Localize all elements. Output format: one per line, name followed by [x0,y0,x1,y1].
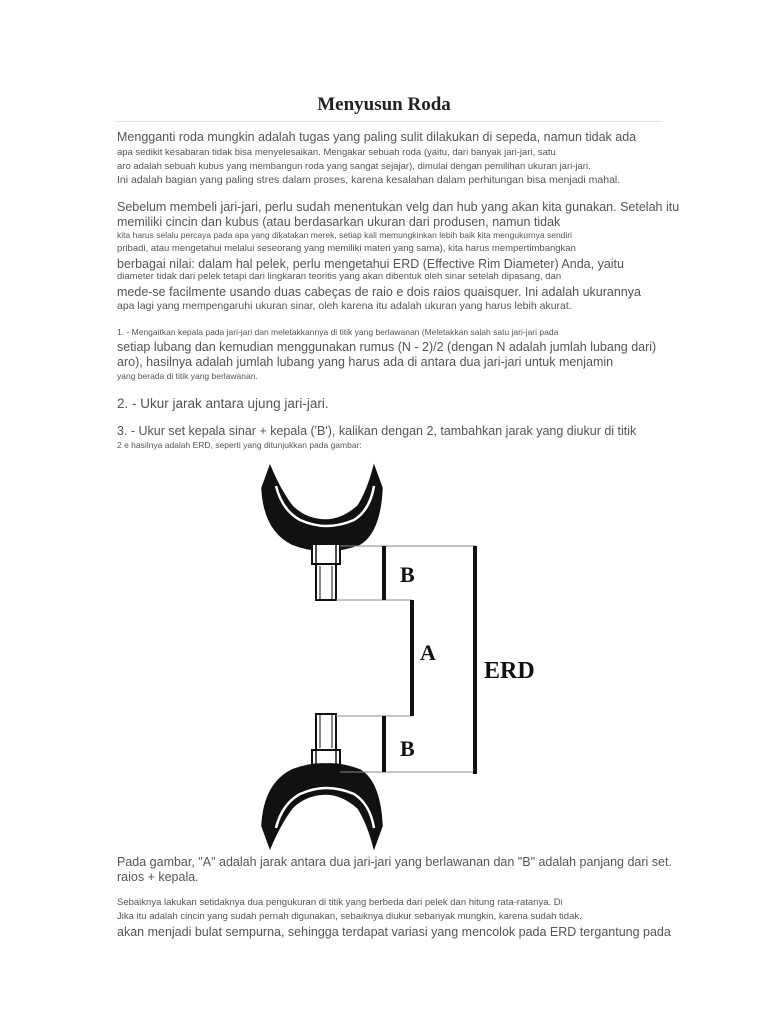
paragraph-2-line-4: pribadi, atau mengetahui melalui seseorang yang memiliki materi yang sama), kita harus mempertimbangkan [117,243,576,254]
erd-diagram-svg [230,458,560,854]
last-paragraph-line-3: akan menjadi bulat sempurna, sehingga terdapat variasi yang mencolok pada ERD tergantung pada [117,925,671,939]
paragraph-1-line-3: aro adalah sebuah kubus yang membangun roda yang sangat sejajar), dimulai dengan pemilihan ukuran jari-jari. [117,161,591,172]
step-2-text: 2. - Ukur jarak antara ujung jari-jari. [117,396,329,411]
paragraph-2-line-1: Sebelum membeli jari-jari, perlu sudah menentukan velg dan hub yang akan kita gunakan. Setelah itu [117,200,680,214]
paragraph-1-line-1: Mengganti roda mungkin adalah tugas yang paling sulit dilakukan di sepeda, namun tidak ada [117,130,637,144]
erd-diagram [230,458,560,854]
spoke-head-bottom [312,714,340,770]
page-title: Menyusun Roda [317,94,451,115]
paragraph-2-line-8: apa lagi yang mempengaruhi ukuran sinar, oleh karena itu adalah ukuran yang harus lebih akurat. [117,300,572,312]
step-1-line-4: yang berada di titik yang berlawanan. [117,371,258,381]
label-erd: ERD [484,658,535,684]
paragraph-2-line-7: mede-se facilmente usando duas cabeças de raio e dois raios quaisquer. Ini adalah ukurannya [117,285,641,299]
last-paragraph-line-1: Sebaiknya lakukan setidaknya dua pengukuran di titik yang berbeda dari pelek dan hitung rata-ratanya. Di [117,897,563,908]
step-1-line-3: aro), hasilnya adalah jumlah lubang yang harus ada di antara dua jari-jari untuk menjamin [117,355,614,369]
caption-line-2: raios + kepala. [117,870,199,884]
rim-bottom [262,764,382,848]
step-1-line-2: setiap lubang dan kemudian menggunakan rumus (N - 2)/2 (dengan N adalah jumlah lubang dari) [117,340,657,354]
paragraph-1-line-4: Ini adalah bagian yang paling stres dalam proses, karena kesalahan dalam perhitungan bisa menjadi mahal. [117,174,621,186]
step-1-line-1: 1. - Mengaitkan kepala pada jari-jari dan meletakkannya di titik yang berlawanan (Meletakkan salah satu jari-jari pada [117,327,559,337]
label-b-bottom: B [400,736,415,761]
rim-top [262,466,382,550]
caption-line-1: Pada gambar, "A" adalah jarak antara dua jari-jari yang berlawanan dan "B" adalah panjang dari set. [117,855,672,869]
last-paragraph-line-2: Jika itu adalah cincin yang sudah pernah digunakan, sebaiknya diukur sebanyak mungkin, karena sudah tidak. [117,911,582,922]
label-a: A [420,640,436,665]
title-divider [116,121,662,122]
paragraph-2-line-2: memiliki cincin dan kubus (atau berdasarkan ukuran dari produsen, namun tidak [117,215,561,229]
paragraph-2-line-5: berbagai nilai: dalam hal pelek, perlu mengetahui ERD (Effective Rim Diameter) Anda, yaitu [117,257,624,271]
paragraph-2-line-6: diameter tidak dari pelek tetapi dari lingkaran teoritis yang akan dibentuk oleh sinar setelah dipasang, dan [117,271,562,282]
paragraph-2-line-3: kita harus selalu percaya pada apa yang dikatakan merek, setiap kali memungkinkan lebih baik kita mengukurnya sendiri [117,230,573,240]
step-3-line-2: 2 e hasilnya adalah ERD, seperti yang ditunjukkan pada gambar: [117,440,362,450]
paragraph-1-line-2: apa sedikit kesabaran tidak bisa menyelesaikan. Mengakar sebuah roda (yaitu, dari banyak jari-jari, satu [117,147,556,158]
label-b-top: B [400,562,415,587]
step-3-line-1: 3. - Ukur set kepala sinar + kepala ('B'), kalikan dengan 2, tambahkan jarak yang diukur di titik [117,424,637,438]
spoke-head-top [312,544,340,600]
